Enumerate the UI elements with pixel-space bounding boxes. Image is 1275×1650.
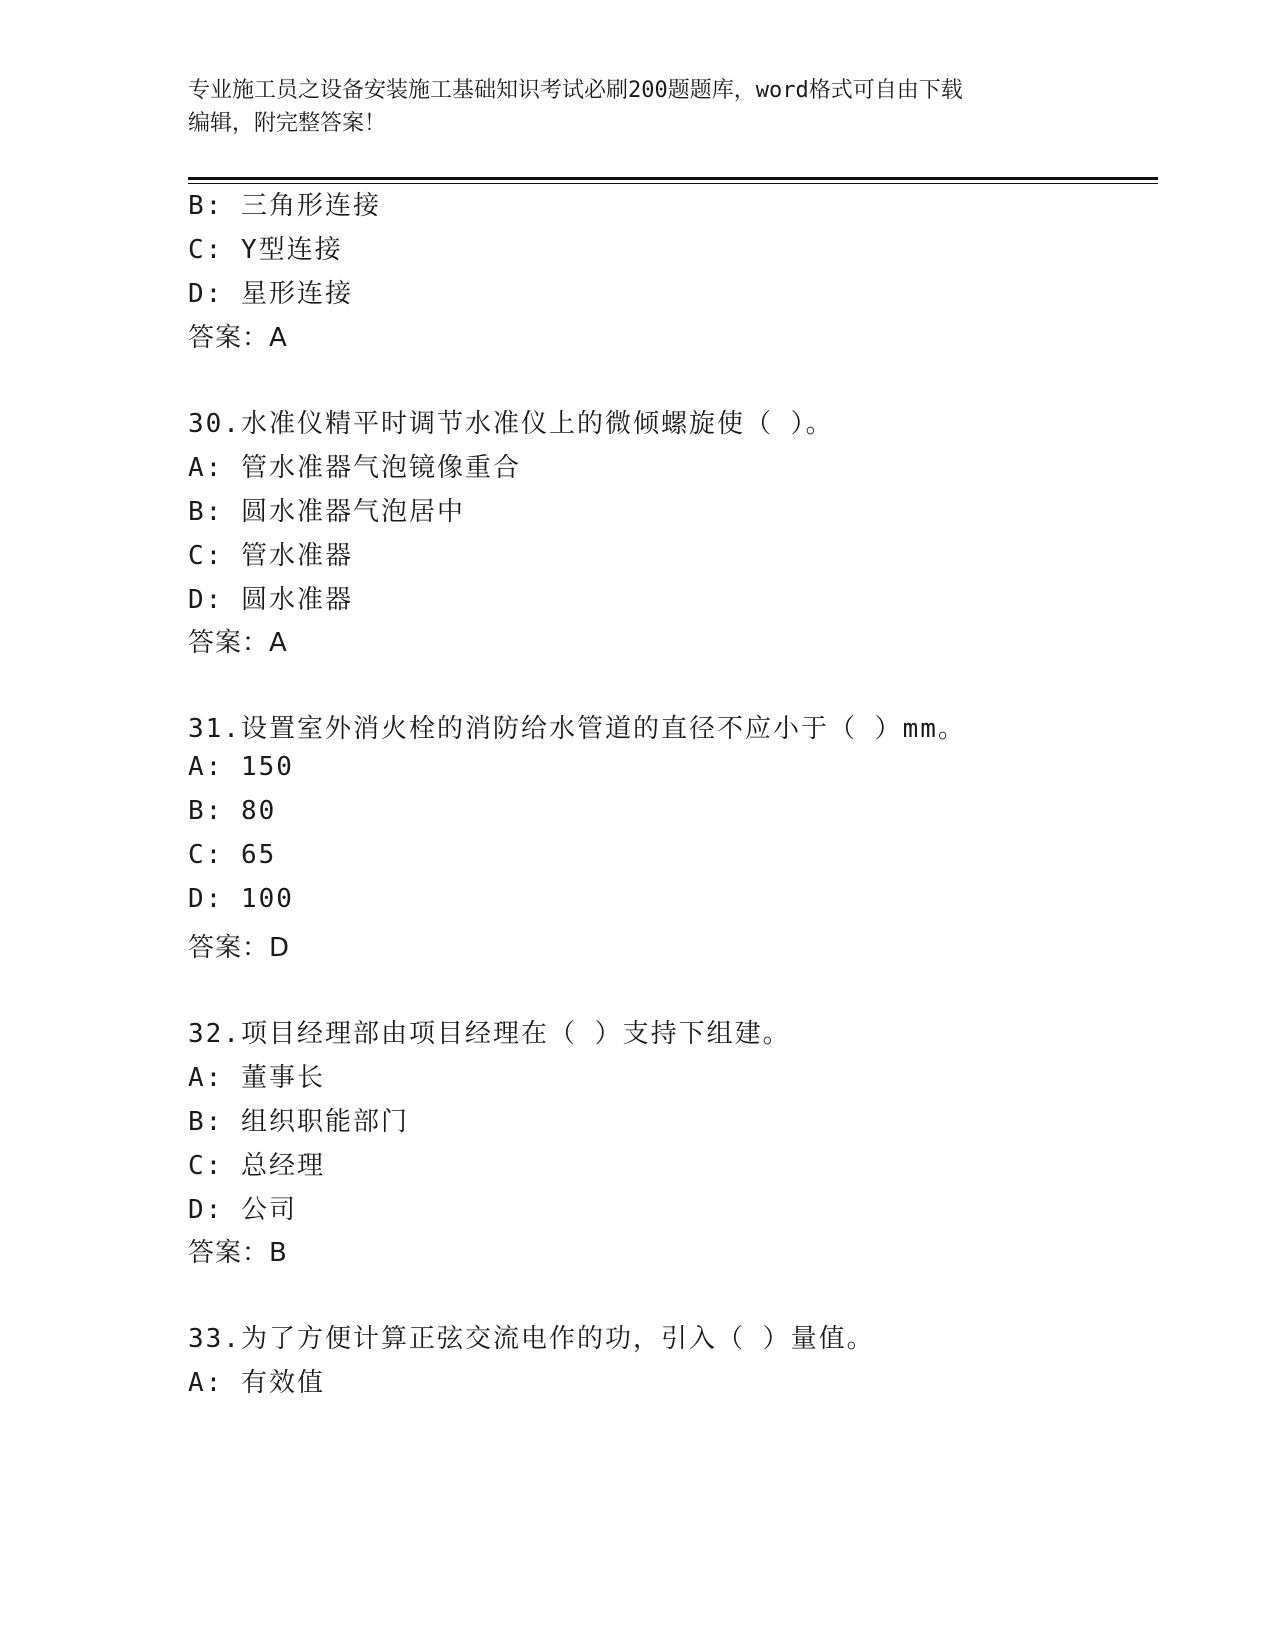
header-divider-thick xyxy=(188,177,1158,180)
page-header xyxy=(188,74,1088,140)
q30-option-d: D: 圆水准器 xyxy=(188,585,353,615)
q31-option-b: B: 80 xyxy=(188,796,277,826)
q32-question: 32.项目经理部由项目经理在（ ）支持下组建。 xyxy=(188,1019,791,1049)
q29-answer: 答案：A xyxy=(188,323,288,353)
q31-answer: 答案：D xyxy=(188,933,291,963)
q31-option-d: D: 100 xyxy=(188,884,294,914)
q30-question: 30.水准仪精平时调节水准仪上的微倾螺旋使（ ）。 xyxy=(188,409,834,439)
header-line-2: 编辑，附完整答案！ xyxy=(188,111,387,136)
q29-option-b: B: 三角形连接 xyxy=(188,191,381,221)
header-line-1: 专业施工员之设备安装施工基础知识考试必刷200题题库，word格式可自由下载 xyxy=(188,78,963,103)
q29-option-d: D: 星形连接 xyxy=(188,279,353,309)
q32-option-d: D: 公司 xyxy=(188,1195,297,1225)
header-divider-thin xyxy=(188,183,1158,184)
q30-option-a: A: 管水准器气泡镜像重合 xyxy=(188,453,521,483)
q30-option-b: B: 圆水准器气泡居中 xyxy=(188,497,465,527)
q32-option-c: C: 总经理 xyxy=(188,1151,325,1181)
q33-option-a: A: 有效值 xyxy=(188,1368,325,1398)
q30-answer: 答案：A xyxy=(188,628,288,658)
q31-question: 31.设置室外消火栓的消防给水管道的直径不应小于（ ）mm。 xyxy=(188,714,966,744)
q32-answer: 答案：B xyxy=(188,1238,288,1268)
q32-option-a: A: 董事长 xyxy=(188,1063,325,1093)
q29-option-c: C: Y型连接 xyxy=(188,235,343,265)
q33-question: 33.为了方便计算正弦交流电作的功，引入（ ）量值。 xyxy=(188,1324,875,1354)
q31-option-a: A: 150 xyxy=(188,752,294,782)
q32-option-b: B: 组织职能部门 xyxy=(188,1107,409,1137)
q31-option-c: C: 65 xyxy=(188,840,277,870)
q30-option-c: C: 管水准器 xyxy=(188,541,353,571)
